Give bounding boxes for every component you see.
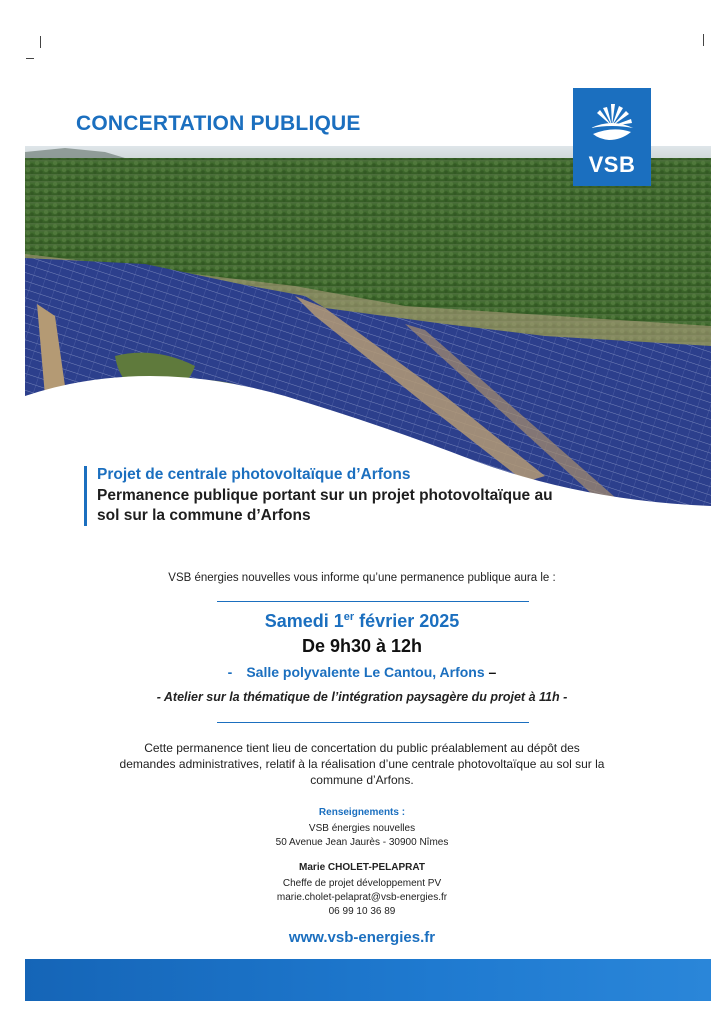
- event-venue: [0, 664, 724, 680]
- separator-bottom: [217, 722, 529, 723]
- scan-mark-top-left-dash: [26, 58, 34, 59]
- project-title: Projet de centrale photovoltaïque d’Arfons: [97, 466, 411, 483]
- event-date-ordinal: er: [343, 611, 355, 623]
- description-line-1: Cette permanence tient lieu de concertation du public préalablement au dépôt des: [144, 741, 580, 755]
- intro-text: VSB énergies nouvelles vous informe qu’une permanence publique aura le :: [168, 572, 556, 584]
- solar-farm-photo: [25, 146, 711, 506]
- contact-phone: 06 99 10 36 89: [328, 906, 396, 917]
- project-subtitle-line-2: sol sur la commune d’Arfons: [97, 507, 311, 524]
- description-line-2: demandes administratives, relatif à la réalisation d’une centrale photovoltaïque au sol sur la: [119, 757, 605, 771]
- sun-wave-logo-icon: [573, 88, 651, 158]
- contact-email-link[interactable]: marie.cholet-pelaprat@vsb-energies.fr: [276, 892, 448, 903]
- scan-mark-top-left: [40, 36, 41, 48]
- logo-text: VSB: [588, 152, 636, 177]
- project-subtitle-line-1: Permanence publique portant sur un projet photovoltaïque au: [97, 487, 553, 504]
- project-block: [84, 466, 657, 526]
- contact-name: Marie CHOLET-PELAPRAT: [299, 862, 425, 873]
- website-link[interactable]: www.vsb-energies.fr: [288, 929, 436, 946]
- event-date-suffix: février 2025: [354, 611, 460, 631]
- description-line-3: commune d’Arfons.: [310, 773, 414, 787]
- event-date: [0, 611, 724, 632]
- scan-mark-top-right: [703, 34, 704, 46]
- event-date-prefix: Samedi 1: [264, 611, 344, 631]
- event-hours: De 9h30 à 12h: [301, 636, 423, 656]
- company-name: VSB énergies nouvelles: [308, 823, 416, 834]
- vsb-logo: [573, 88, 651, 186]
- venue-dash-right: –: [484, 664, 497, 680]
- info-label: Renseignements :: [318, 807, 406, 818]
- venue-dash-left: -: [227, 664, 233, 680]
- footer-bar: [25, 959, 711, 1001]
- contact-role: Cheffe de projet développement PV: [282, 878, 442, 889]
- description-paragraph: [0, 740, 724, 788]
- company-address: 50 Avenue Jean Jaurès - 30900 Nîmes: [275, 837, 449, 848]
- page-title: CONCERTATION PUBLIQUE: [76, 112, 361, 135]
- project-subtitle: [97, 486, 657, 526]
- workshop-text: - Atelier sur la thématique de l’intégration paysagère du projet à 11h -: [156, 690, 568, 704]
- separator-top: [217, 601, 529, 602]
- venue-name: Salle polyvalente Le Cantou, Arfons: [246, 664, 485, 680]
